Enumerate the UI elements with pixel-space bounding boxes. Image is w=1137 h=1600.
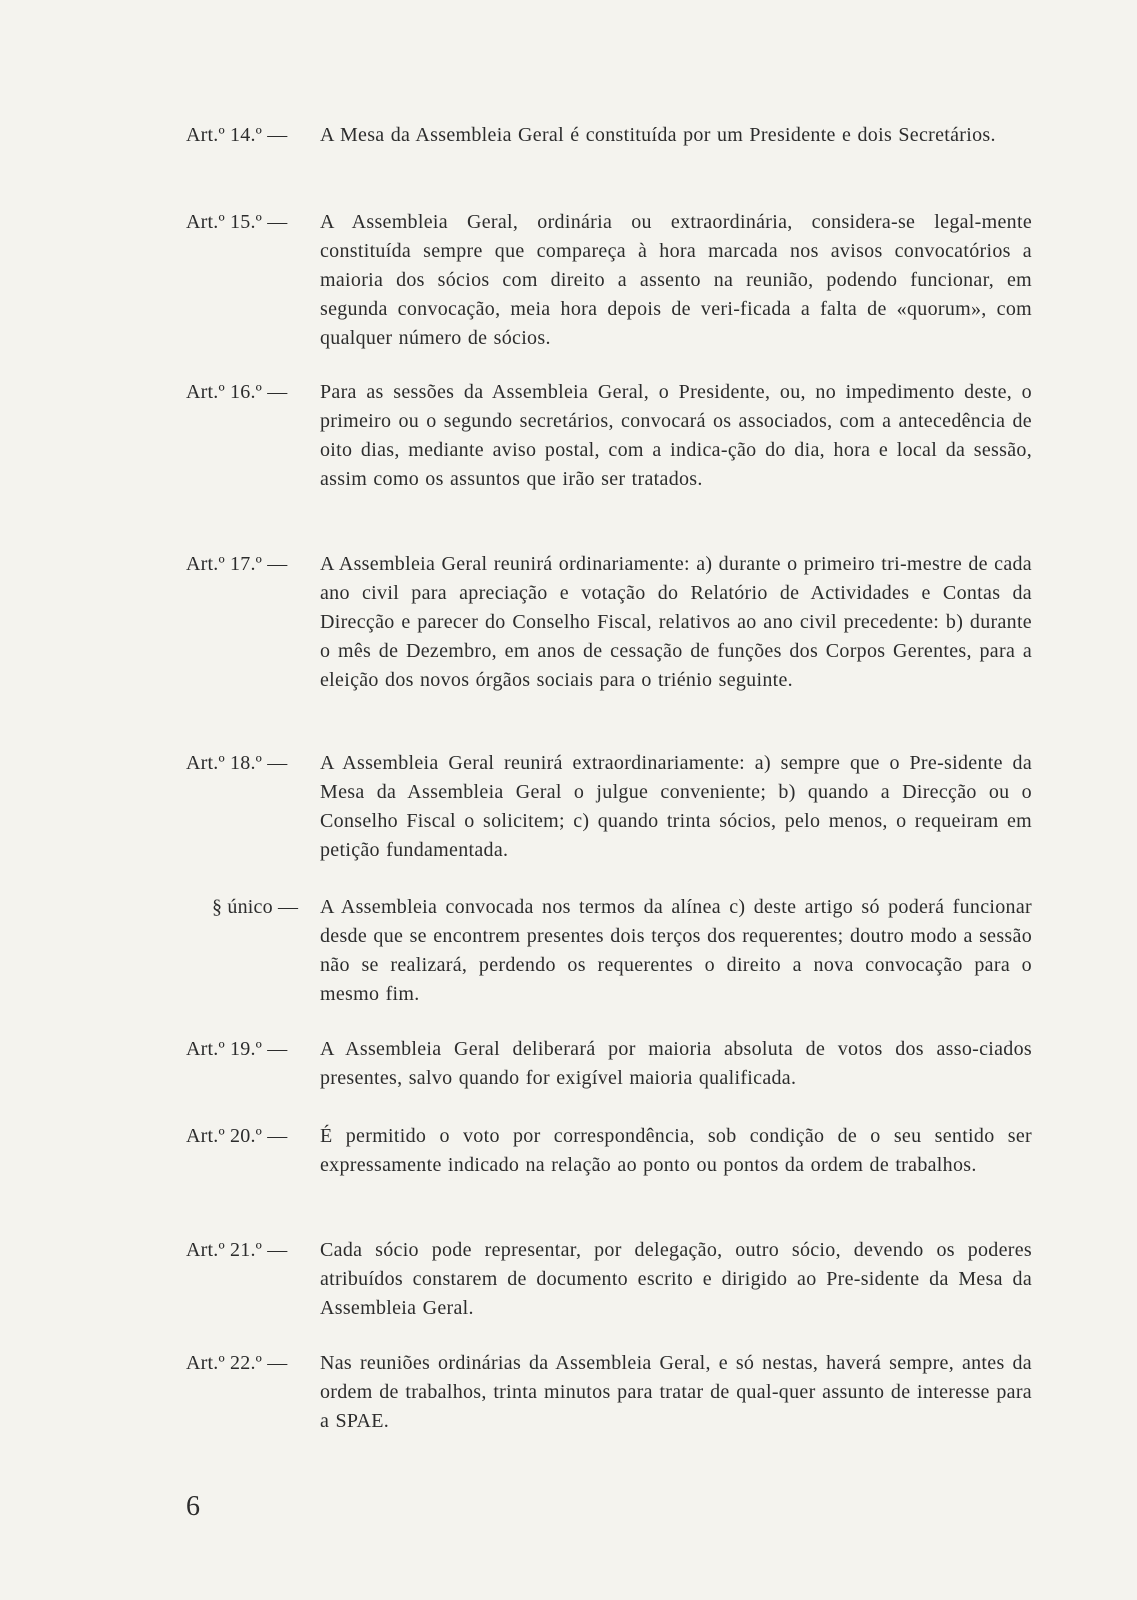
article-text: A Assembleia Geral deliberará por maioria absoluta de votos dos asso-ciados presentes, salvo quando for exigível maioria qualificada. xyxy=(320,1038,1032,1089)
article-text: Nas reuniões ordinárias da Assembleia Geral, e só nestas, haverá sempre, antes da ordem de trabalhos, trinta minutos para tratar de qual-quer assunto de interesse para a SPAE. xyxy=(320,1352,1032,1432)
article-label: Art.º 22.º — xyxy=(186,1352,288,1374)
article-label: Art.º 19.º — xyxy=(186,1038,288,1060)
article-text: A Assembleia Geral reunirá extraordinariamente: a) sempre que o Pre-sidente da Mesa da Assembleia Geral o julgue conveniente; b) quando a Direcção ou o Conselho Fiscal o solicitem; c) quando trinta sócios, pelo menos, o requeiram em petição fundamentada. xyxy=(320,752,1032,861)
article-label: Art.º 17.º — xyxy=(186,553,288,575)
article-label: Art.º 21.º — xyxy=(186,1239,288,1261)
article-label: Art.º 18.º — xyxy=(186,752,288,774)
article-text: A Mesa da Assembleia Geral é constituída por um Presidente e dois Secretários. xyxy=(320,124,996,146)
page-number: 6 xyxy=(186,1491,200,1522)
article-label: Art.º 14.º — xyxy=(186,124,288,146)
article-text: Cada sócio pode representar, por delegação, outro sócio, devendo os poderes atribuídos constarem de documento escrito e dirigido ao Pre-sidente da Mesa da Assembleia Geral. xyxy=(320,1239,1032,1319)
article-text: Para as sessões da Assembleia Geral, o Presidente, ou, no impedimento deste, o primeiro ou o segundo secretários, convocará os associados, com a antecedência de oito dias, mediante aviso postal, com a indica-ção do dia, hora e local da sessão, assim como os assuntos que irão ser tratados. xyxy=(320,381,1033,490)
article-text: A Assembleia Geral reunirá ordinariamente: a) durante o primeiro tri-mestre de cada ano civil para apreciação e votação do Relatório de Actividades e Contas da Direcção e parecer do Conselho Fiscal, relativos ao ano civil precedente: b) durante o mês de Dezembro, em anos de cessação de funções dos Corpos Gerentes, para a eleição dos novos órgãos sociais para o triénio seguinte. xyxy=(320,553,1032,691)
paragraph-label: § único — xyxy=(212,896,299,918)
article-label: Art.º 16.º — xyxy=(186,381,288,403)
paragraph-text: A Assembleia convocada nos termos da alínea c) deste artigo só poderá funcionar desde que se encontrem presentes dois terços dos requerentes; doutro modo a sessão não se realizará, perdendo os requerentes o direito a nova convocação para o mesmo fim. xyxy=(320,896,1032,1005)
article-label: Art.º 15.º — xyxy=(186,211,288,233)
article-label: Art.º 20.º — xyxy=(186,1125,288,1147)
article-text: A Assembleia Geral, ordinária ou extraordinária, considera-se legal-mente constituída sempre que compareça à hora marcada nos avisos convocatórios a maioria dos sócios com direito a assento na reunião, podendo funcionar, em segunda convocação, meia hora depois de veri-ficada a falta de «quorum», com qualquer número de sócios. xyxy=(320,211,1032,349)
article-text: É permitido o voto por correspondência, sob condição de o seu sentido ser expressamente indicado na relação ao ponto ou pontos da ordem de trabalhos. xyxy=(320,1125,1032,1176)
